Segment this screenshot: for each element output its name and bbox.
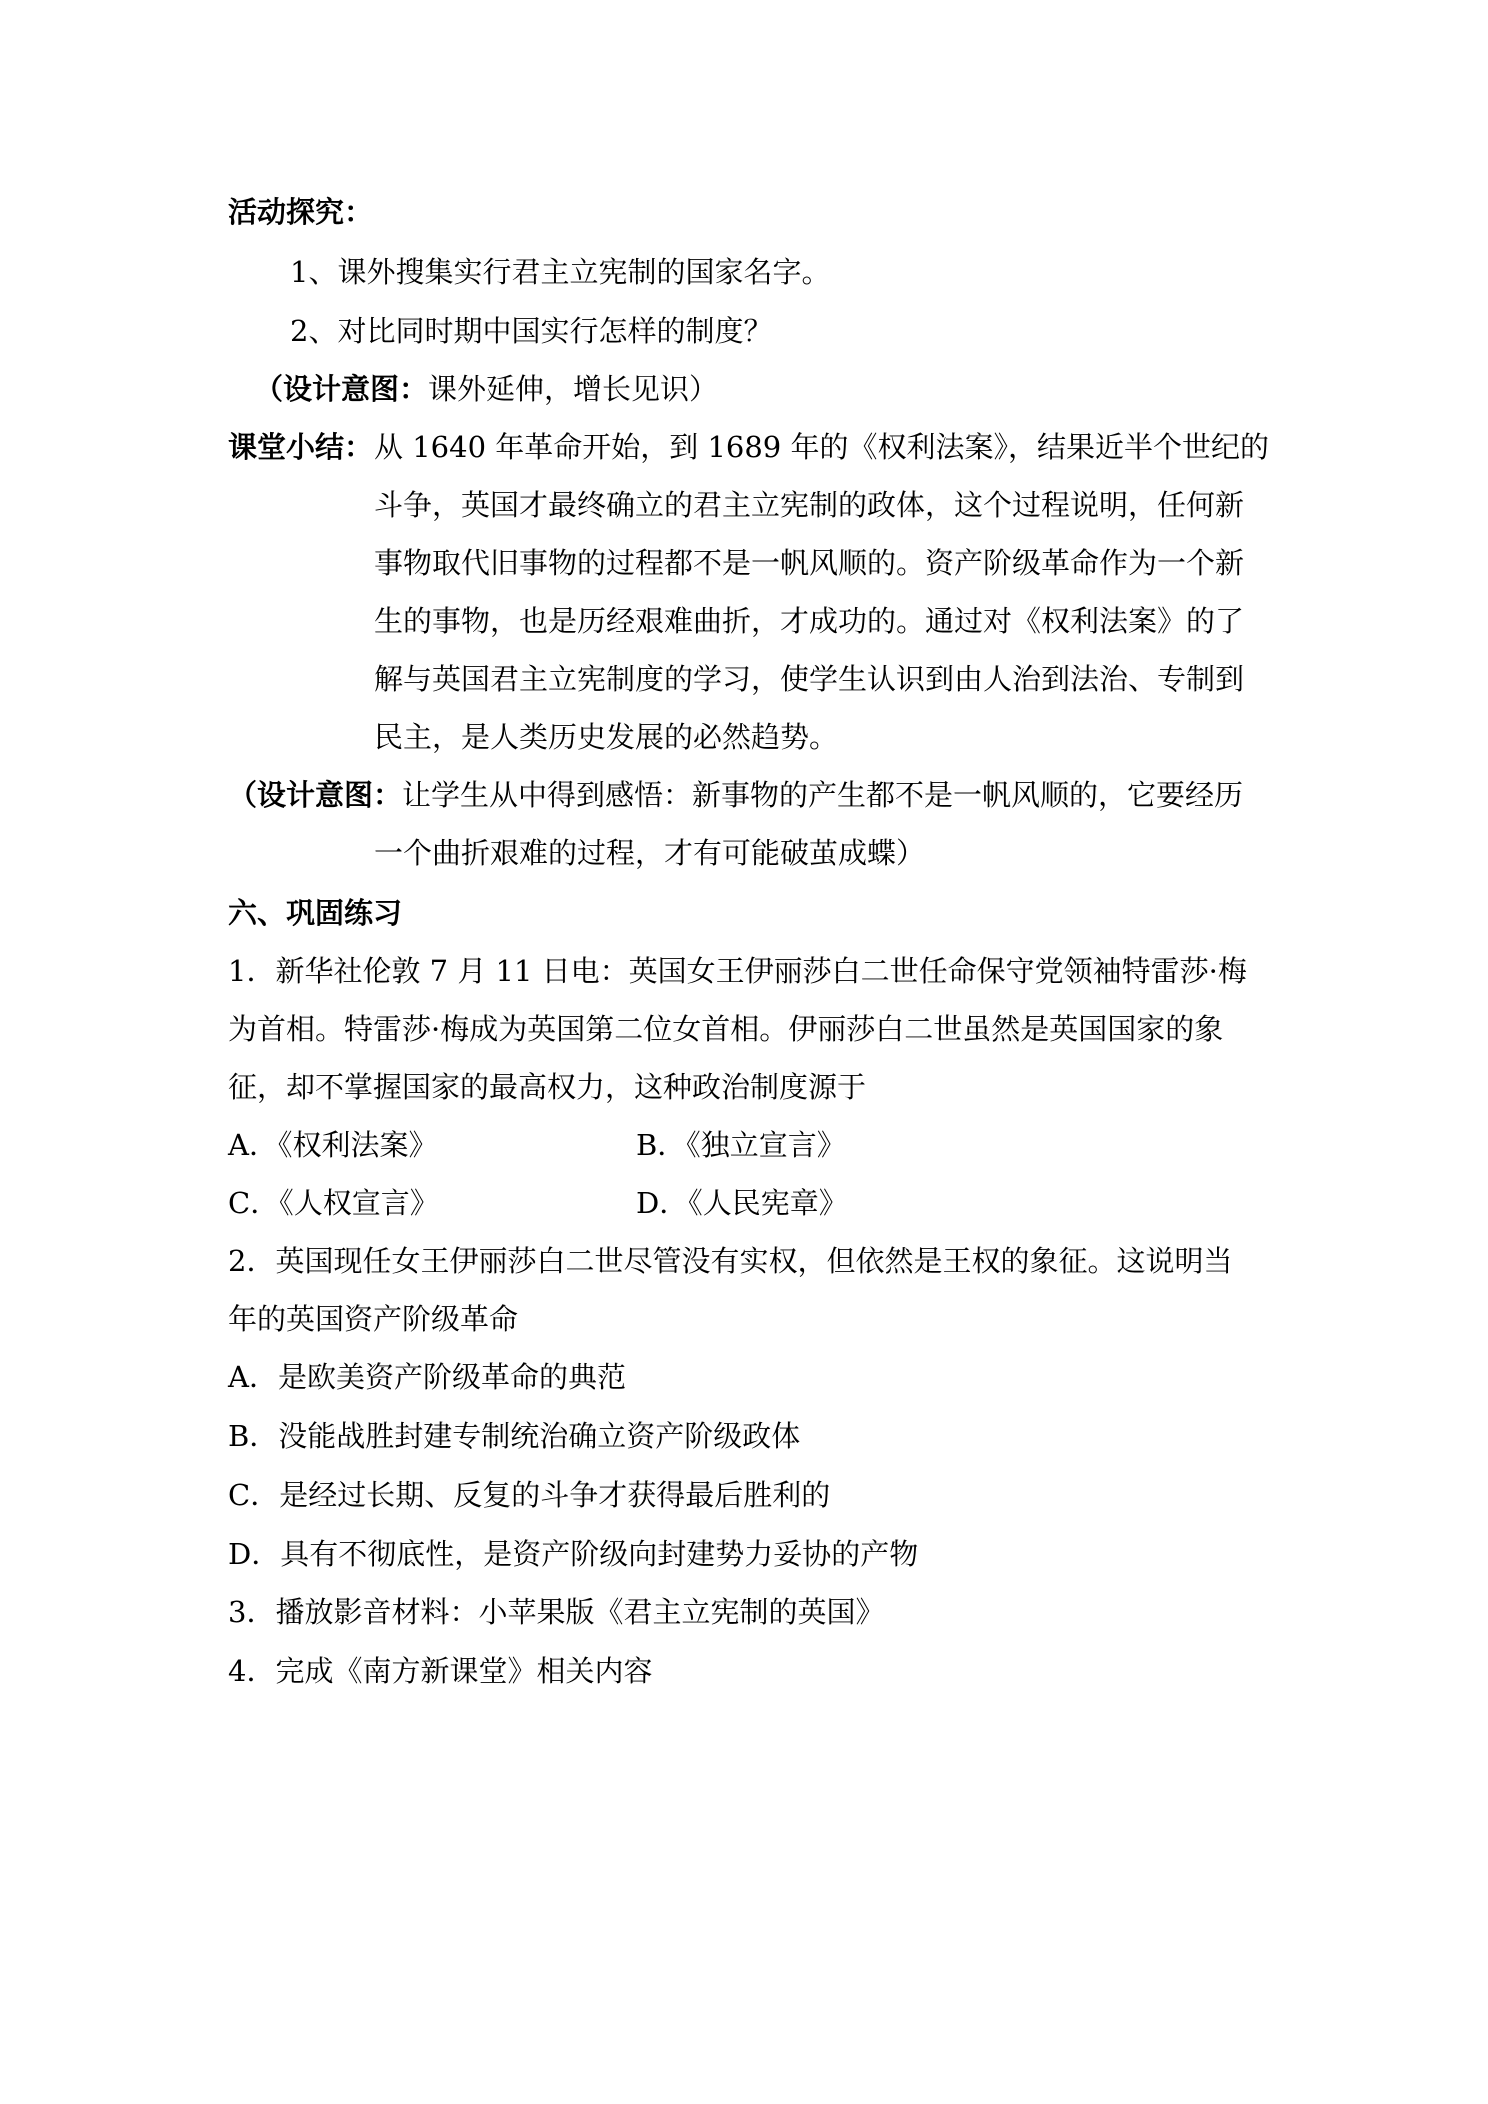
q1-option-d: D．《人民宪章》: [636, 1186, 848, 1220]
activity-design-intent: [254, 369, 718, 409]
q2-option-b: B．没能战胜封建专制统治确立资产阶级政体: [228, 1419, 801, 1453]
activity-intent-label: 设计意图：: [283, 372, 429, 406]
q1-option-a: A．《权利法案》: [228, 1128, 438, 1162]
activity-intent-open: （: [254, 372, 284, 406]
activity-item-1: 1、课外搜集实行君主立宪制的国家名字。: [290, 255, 831, 289]
q4-line: 4．完成《南方新课堂》相关内容: [228, 1654, 653, 1688]
summary-intent-line-2: 一个曲折艰难的过程，才有可能破茧成蝶）: [374, 836, 926, 870]
q1-option-c: C．《人权宣言》: [228, 1186, 439, 1220]
q3-line: 3．播放影音材料：小苹果版《君主立宪制的英国》: [228, 1595, 885, 1629]
q2-option-d: D．具有不彻底性，是资产阶级向封建势力妥协的产物: [228, 1537, 919, 1571]
summary-line-3: 事物取代旧事物的过程都不是一帆风顺的。资产阶级革命作为一个新: [374, 546, 1245, 580]
activity-heading: 活动探究：: [228, 195, 374, 229]
q1-option-b: B．《独立宣言》: [636, 1128, 846, 1162]
activity-item-2: 2、对比同时期中国实行怎样的制度？: [290, 314, 773, 348]
summary-design-intent: [228, 775, 1243, 815]
q2-line-2: 年的英国资产阶级革命: [228, 1302, 519, 1336]
summary-line-4: 生的事物，也是历经艰难曲折，才成功的。通过对《权利法案》的了: [374, 604, 1245, 638]
summary-intent-line-1: 让学生从中得到感悟：新事物的产生都不是一帆风顺的，它要经历: [402, 778, 1244, 812]
q2-line-1: 2．英国现任女王伊丽莎白二世尽管没有实权，但依然是王权的象征。这说明当: [228, 1244, 1233, 1278]
activity-intent-text: 课外延伸，增长见识）: [428, 372, 719, 406]
q2-option-c: C．是经过长期、反复的斗争才获得最后胜利的: [228, 1478, 831, 1512]
summary-intent-open: （: [228, 778, 258, 812]
q1-line-2: 为首相。特雷莎·梅成为英国第二位女首相。伊丽莎白二世虽然是英国国家的象: [228, 1012, 1224, 1046]
q2-option-a: A．是欧美资产阶级革命的典范: [228, 1360, 626, 1394]
summary-label: 课堂小结：: [228, 430, 374, 464]
summary-line-5: 解与英国君主立宪制度的学习，使学生认识到由人治到法治、专制到: [374, 662, 1245, 696]
q1-line-3: 征，却不掌握国家的最高权力，这种政治制度源于: [228, 1070, 867, 1104]
summary-intent-label: 设计意图：: [257, 778, 403, 812]
practice-heading: 六、巩固练习: [228, 896, 403, 930]
summary-line-2: 斗争，英国才最终确立的君主立宪制的政体，这个过程说明，任何新: [374, 488, 1245, 522]
summary-line-6: 民主，是人类历史发展的必然趋势。: [374, 720, 839, 754]
summary-line-1: 从 1640 年革命开始，到 1689 年的《权利法案》，结果近半个世纪的: [374, 430, 1269, 464]
q1-line-1: 1．新华社伦敦 7 月 11 日电：英国女王伊丽莎白二世任命保守党领袖特雷莎·梅: [228, 954, 1247, 988]
